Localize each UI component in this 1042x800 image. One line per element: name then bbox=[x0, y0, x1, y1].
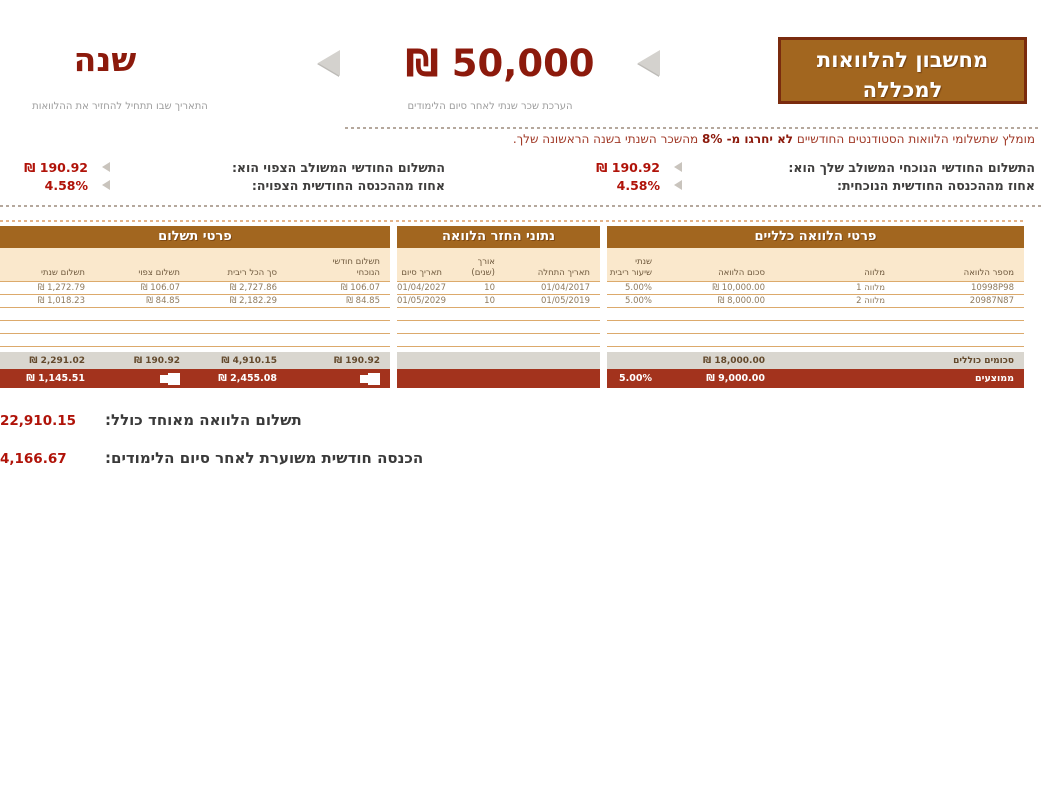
end-date-cell: 01/04/2027 bbox=[397, 283, 446, 293]
current-monthly-payment-row bbox=[560, 159, 1035, 175]
white-square-marker-icon bbox=[160, 375, 168, 383]
page-title: מחשבון להלוואות למכללה bbox=[778, 37, 1027, 104]
averages-monthly-blocked bbox=[287, 373, 390, 385]
year-spinner-left-arrow-icon[interactable] bbox=[318, 50, 340, 76]
recommendation-text bbox=[345, 132, 1035, 146]
totals-row bbox=[397, 352, 600, 369]
expected-payment-cell: ₪ 84.85 bbox=[146, 296, 180, 306]
totals-monthly-payment: ₪ 190.92 bbox=[333, 355, 380, 366]
yearly-payment-cell: ₪ 1,272.79 bbox=[37, 283, 85, 293]
expected-income-percent-value: 4.58% bbox=[44, 177, 88, 193]
length-cell: 10 bbox=[484, 296, 495, 306]
monthly-payment-cell: ₪ 106.07 bbox=[340, 283, 380, 293]
empty-table-row[interactable] bbox=[397, 321, 600, 334]
monthly-payment-cell: ₪ 84.85 bbox=[346, 296, 380, 306]
white-square-marker-icon bbox=[168, 373, 180, 385]
payment-details-group bbox=[0, 226, 390, 388]
totals-yearly-payment: ₪ 2,291.02 bbox=[29, 355, 85, 366]
total-interest-cell: ₪ 2,182.29 bbox=[229, 296, 277, 306]
dashed-divider-middle bbox=[0, 205, 1042, 207]
length-cell: 10 bbox=[484, 283, 495, 293]
col-header-loan-amount: סכום הלוואה bbox=[718, 267, 765, 278]
current-income-percent-row bbox=[560, 177, 1035, 193]
salary-spinner-left-arrow-icon[interactable] bbox=[638, 50, 660, 76]
empty-table-row[interactable] bbox=[397, 334, 600, 347]
empty-table-row[interactable] bbox=[0, 308, 390, 321]
table-row[interactable] bbox=[607, 295, 1024, 308]
col-header-line1: שנתי bbox=[635, 256, 652, 267]
lender-cell: מלווה 2 bbox=[856, 296, 885, 306]
recommendation-bold: לא יחרגו מ- 8% bbox=[702, 132, 794, 146]
expected-monthly-payment-row bbox=[0, 159, 445, 175]
averages-expected-blocked bbox=[95, 373, 190, 385]
col-header-current-monthly-payment bbox=[287, 257, 390, 279]
expected-payment-cell: ₪ 106.07 bbox=[140, 283, 180, 293]
totals-total-interest: ₪ 4,910.15 bbox=[221, 355, 277, 366]
recommendation-pre: מומלץ שתשלומי הלוואות הסטודנטים החודשיים bbox=[793, 132, 1035, 146]
expected-monthly-payment-value: ₪ 190.92 bbox=[24, 159, 88, 175]
dashed-divider-table-top bbox=[0, 220, 1024, 222]
repayment-data-column-headers bbox=[397, 248, 600, 282]
averages-row bbox=[397, 369, 600, 388]
repayment-data-group bbox=[397, 226, 600, 388]
dashed-divider-top bbox=[345, 127, 1040, 129]
spin-left-arrow-icon[interactable] bbox=[102, 162, 110, 172]
recommendation-post: מהשכר השנתי בשנה הראשונה שלך. bbox=[512, 132, 703, 146]
table-row[interactable] bbox=[397, 295, 600, 308]
totals-row bbox=[607, 352, 1024, 369]
consolidated-loan-payment-label: תשלום הלוואה מאוחד כולל: bbox=[105, 411, 302, 429]
current-income-percent-value: 4.58% bbox=[616, 177, 660, 193]
totals-label: סכומים כוללים bbox=[953, 355, 1014, 366]
current-monthly-payment-label: התשלום החודשי הנוכחי המשולב שלך הוא: bbox=[788, 159, 1035, 175]
averages-yearly-payment: ₪ 1,145.51 bbox=[26, 373, 85, 384]
repayment-year-value[interactable]: שנה bbox=[73, 40, 137, 79]
loan-number-cell: 10998P98 bbox=[971, 283, 1014, 293]
repayment-year-caption: התאריך שבו תתחיל להחזיר את ההלוואות bbox=[32, 101, 208, 112]
white-square-marker-icon bbox=[368, 373, 380, 385]
empty-table-row[interactable] bbox=[397, 308, 600, 321]
spin-left-arrow-icon[interactable] bbox=[674, 180, 682, 190]
lender-cell: מלווה 1 bbox=[856, 283, 885, 293]
col-header-lender: מלווה bbox=[864, 267, 885, 278]
yearly-payment-cell: ₪ 1,018.23 bbox=[37, 296, 85, 306]
col-header-total-interest: סך הכל ריבית bbox=[227, 267, 277, 278]
general-loan-details-header: פרטי הלוואה כלליים bbox=[607, 226, 1024, 248]
estimated-monthly-income-value: 4,166.67 bbox=[0, 451, 67, 467]
begin-date-cell: 01/05/2019 bbox=[541, 296, 590, 306]
interest-rate-cell: 5.00% bbox=[624, 296, 652, 306]
consolidated-loan-payment-value: 22,910.15 bbox=[0, 413, 77, 429]
totals-row bbox=[0, 352, 390, 369]
averages-loan-amount: ₪ 9,000.00 bbox=[706, 373, 765, 384]
begin-date-cell: 01/04/2017 bbox=[541, 283, 590, 293]
annual-salary-caption: הערכת שכר שנתי לאחר סיום הלימודים bbox=[407, 101, 573, 112]
loan-number-cell: 20987N87 bbox=[969, 296, 1014, 306]
col-header-end-date: תאריך סיום bbox=[401, 267, 442, 278]
col-header-expected-payment: תשלום צפוי bbox=[138, 267, 180, 278]
empty-table-row[interactable] bbox=[607, 308, 1024, 321]
end-date-cell: 01/05/2029 bbox=[397, 296, 446, 306]
expected-income-percent-label: אחוז מההכנסה החודשית הצפויה: bbox=[251, 177, 445, 193]
interest-rate-cell: 5.00% bbox=[624, 283, 652, 293]
col-header-line1: תשלום חודשי bbox=[332, 256, 380, 267]
averages-interest-rate: 5.00% bbox=[619, 373, 652, 384]
empty-table-row[interactable] bbox=[0, 334, 390, 347]
estimated-monthly-income-label: הכנסה חודשית משוערת לאחר סיום הלימודים: bbox=[105, 449, 424, 467]
col-header-loan-number: מספר הלוואה bbox=[963, 267, 1014, 278]
payment-details-column-headers bbox=[0, 248, 390, 282]
averages-row bbox=[607, 369, 1024, 388]
col-header-annual-interest-rate bbox=[607, 257, 662, 279]
averages-row bbox=[0, 369, 390, 388]
col-header-line2: הנוכחי bbox=[356, 267, 380, 278]
table-row[interactable] bbox=[0, 295, 390, 308]
totals-expected-payment: ₪ 190.92 bbox=[133, 355, 180, 366]
empty-table-row[interactable] bbox=[607, 334, 1024, 347]
col-header-yearly-payment: תשלום שנתי bbox=[40, 267, 85, 278]
current-monthly-payment-value: ₪ 190.92 bbox=[596, 159, 660, 175]
current-income-percent-label: אחוז מההכנסה החודשית הנוכחית: bbox=[836, 177, 1035, 193]
payment-details-header: פרטי תשלום bbox=[0, 226, 390, 248]
expected-monthly-payment-label: התשלום החודשי המשולב הצפוי הוא: bbox=[231, 159, 445, 175]
white-square-marker-icon bbox=[360, 375, 368, 383]
table-row[interactable] bbox=[397, 282, 600, 295]
table-row[interactable] bbox=[607, 282, 1024, 295]
averages-total-interest: ₪ 2,455.08 bbox=[218, 373, 277, 384]
repayment-data-header: נתוני החזר הלוואה bbox=[397, 226, 600, 248]
total-interest-cell: ₪ 2,727.86 bbox=[229, 283, 277, 293]
loan-amount-cell: ₪ 8,000.00 bbox=[717, 296, 765, 306]
spin-left-arrow-icon[interactable] bbox=[102, 180, 110, 190]
annual-salary-value[interactable]: ₪ 50,000 bbox=[405, 42, 595, 85]
col-header-length-years: אורך (שנים) bbox=[471, 256, 495, 278]
col-header-line2: שיעור ריבית bbox=[609, 267, 652, 278]
spin-left-arrow-icon[interactable] bbox=[674, 162, 682, 172]
totals-loan-amount: ₪ 18,000.00 bbox=[703, 355, 765, 366]
empty-table-row[interactable] bbox=[0, 321, 390, 334]
averages-label: ממוצעים bbox=[975, 373, 1014, 384]
col-header-begin-date: תאריך התחלה bbox=[537, 267, 590, 278]
expected-income-percent-row bbox=[0, 177, 445, 193]
table-row[interactable] bbox=[0, 282, 390, 295]
empty-table-row[interactable] bbox=[607, 321, 1024, 334]
general-loan-column-headers bbox=[607, 248, 1024, 282]
general-loan-details-group bbox=[607, 226, 1024, 388]
loan-amount-cell: ₪ 10,000.00 bbox=[712, 283, 765, 293]
